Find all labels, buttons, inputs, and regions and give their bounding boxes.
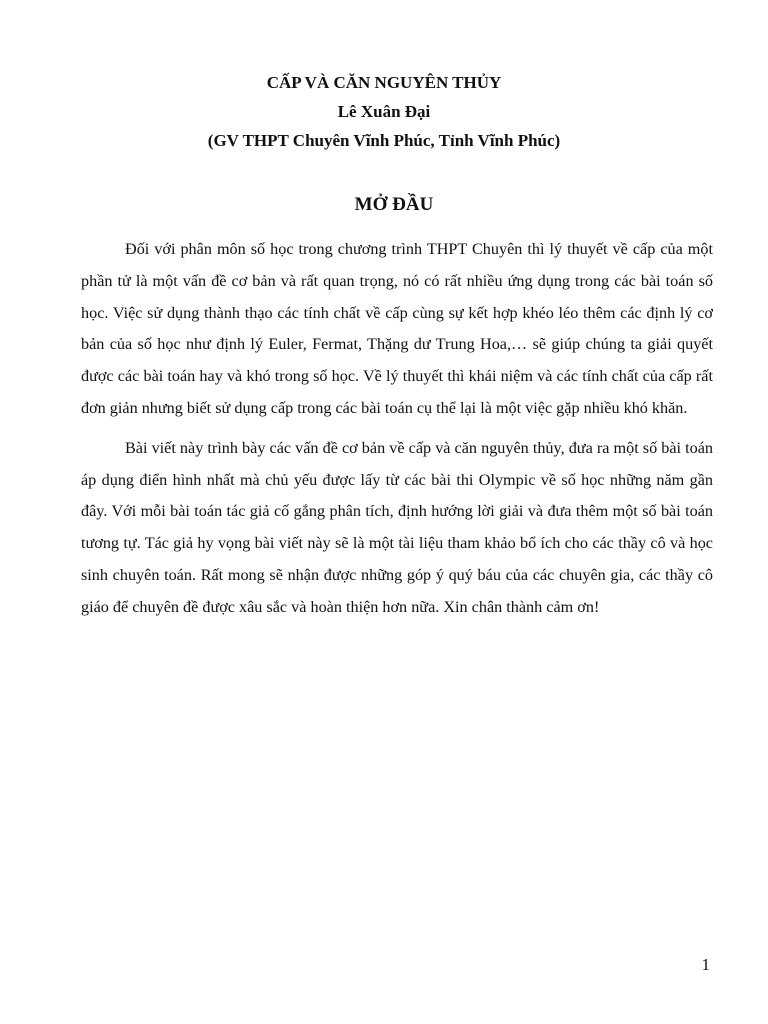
paragraph: Đối với phân môn số học trong chương trình THPT Chuyên thì lý thuyết về cấp của một phần tử là một vấn đề cơ bản và rất quan trọng, nó có rất nhiều ứng dụng trong các bài toán số học. Việc sử dụng thành thạo các tính chất về cấp cùng sự kết hợp khéo léo thêm các định lý cơ bản của số học như định lý Euler, Fermat, Thặng dư Trung Hoa,… sẽ giúp chúng ta giải quyết được các bài toán hay và khó trong số học. Về lý thuyết thì khái niệm và các tính chất của cấp rất đơn giản nhưng biết sử dụng cấp trong các bài toán cụ thể lại là một việc gặp nhiều khó khăn. (81, 240, 713, 417)
author-affiliation: (GV THPT Chuyên Vĩnh Phúc, Tỉnh Vĩnh Phúc) (207, 131, 561, 150)
page-number: 1 (701, 955, 710, 974)
author-name: Lê Xuân Đại (337, 102, 431, 121)
body-text (81, 234, 713, 632)
document-title: CẤP VÀ CĂN NGUYÊN THỦY (266, 73, 502, 92)
document-header (0, 68, 768, 155)
paragraph: Bài viết này trình bày các vấn đề cơ bản về cấp và căn nguyên thủy, đưa ra một số bài toán áp dụng điển hình nhất mà chủ yếu được lấy từ các bài thi Olympic về số học những năm gần đây. Với mỗi bài toán tác giả cố gắng phân tích, định hướng lời giải và đưa thêm một số bài toán tương tự. Tác giả hy vọng bài viết này sẽ là một tài liệu tham khảo bổ ích cho các thầy cô và học sinh chuyên toán. Rất mong sẽ nhận được những góp ý quý báu của các chuyên gia, các thầy cô giáo để chuyên đề được xâu sắc và hoàn thiện hơn nữa. Xin chân thành cảm ơn! (81, 438, 713, 616)
section-heading-introduction: MỞ ĐẦU (354, 194, 434, 215)
